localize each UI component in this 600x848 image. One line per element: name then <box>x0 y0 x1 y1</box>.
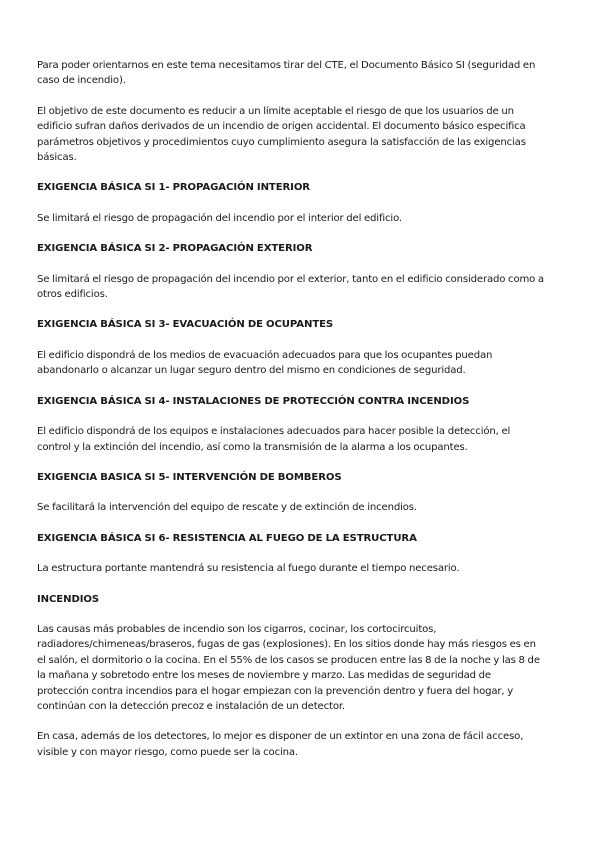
section-text-si1: Se limitará el riesgo de propagación del incendio por el interior del edificio. <box>37 212 402 224</box>
section-heading-si4: EXIGENCIA BÁSICA SI 4- INSTALACIONES DE PROTECCIÓN CONTRA INCENDIOS <box>37 395 470 407</box>
incendios-heading: INCENDIOS <box>37 593 100 605</box>
objective-paragraph: El objetivo de este documento es reducir a un límite aceptable el riesgo de que los usuarios de un edificio sufran daños derivados de un incendio de origen accidental. El documento básico especifica parámetros objetivos y procedimientos cuyo cumplimiento asegura la satisfacción de las exigencias básicas. <box>37 105 526 164</box>
section-heading-si2: EXIGENCIA BÁSICA SI 2- PROPAGACIÓN EXTERIOR <box>37 243 313 255</box>
section-heading-si5: EXIGENCIA BASICA SI 5- INTERVENCIÓN DE BOMBEROS <box>37 471 342 483</box>
section-text-si5: Se facilitará la intervención del equipo de rescate y de extinción de incendios. <box>37 502 417 514</box>
intro-paragraph: Para poder orientarnos en este tema necesitamos tirar del CTE, el Documento Básico SI (seguridad en caso de incendio). <box>37 60 536 87</box>
section-text-si4: El edificio dispondrá de los equipos e instalaciones adecuados para hacer posible la detección, el control y la extinción del incendio, así como la transmisión de la alarma a los ocupantes. <box>37 426 511 453</box>
section-heading-si1: EXIGENCIA BÁSICA SI 1- PROPAGACIÓN INTERIOR <box>37 182 310 194</box>
section-text-si2: Se limitará el riesgo de propagación del incendio por el exterior, tanto en el edificio considerado como a otros edificios. <box>37 273 544 301</box>
section-text-si6: La estructura portante mantendrá su resistencia al fuego durante el tiempo necesario. <box>37 563 460 575</box>
section-text-si3: El edificio dispondrá de los medios de evacuación adecuados para que los ocupantes puedan abandonarlo o alcanzar un lugar seguro dentro del mismo en condiciones de seguridad. <box>37 349 493 377</box>
document-page <box>37 58 545 775</box>
section-heading-si6: EXIGENCIA BÁSICA SI 6- RESISTENCIA AL FUEGO DE LA ESTRUCTURA <box>37 532 417 544</box>
incendios-paragraph-extintor: En casa, además de los detectores, lo mejor es disponer de un extintor en una zona de fácil acceso, visible y con mayor riesgo, como puede ser la cocina. <box>37 731 524 758</box>
section-heading-si3: EXIGENCIA BÁSICA SI 3- EVACUACIÓN DE OCUPANTES <box>37 319 334 331</box>
incendios-paragraph-causes: Las causas más probables de incendio son los cigarros, cocinar, los cortocircuitos, radiadores/chimeneas/braseros, fugas de gas (explosiones). En los sitios donde hay más riesgos es en el salón, el dormitorio o la cocina. En el 55% de los casos se producen entre las 8 de la noche y las 8 de la mañana y sobretodo entre los meses de noviembre y marzo. Las medidas de seguridad de protección contra incendios para el hogar empiezan con la prevención dentro y fuera del hogar, y continúan con la detección precoz e instalación de un detector. <box>37 623 540 712</box>
